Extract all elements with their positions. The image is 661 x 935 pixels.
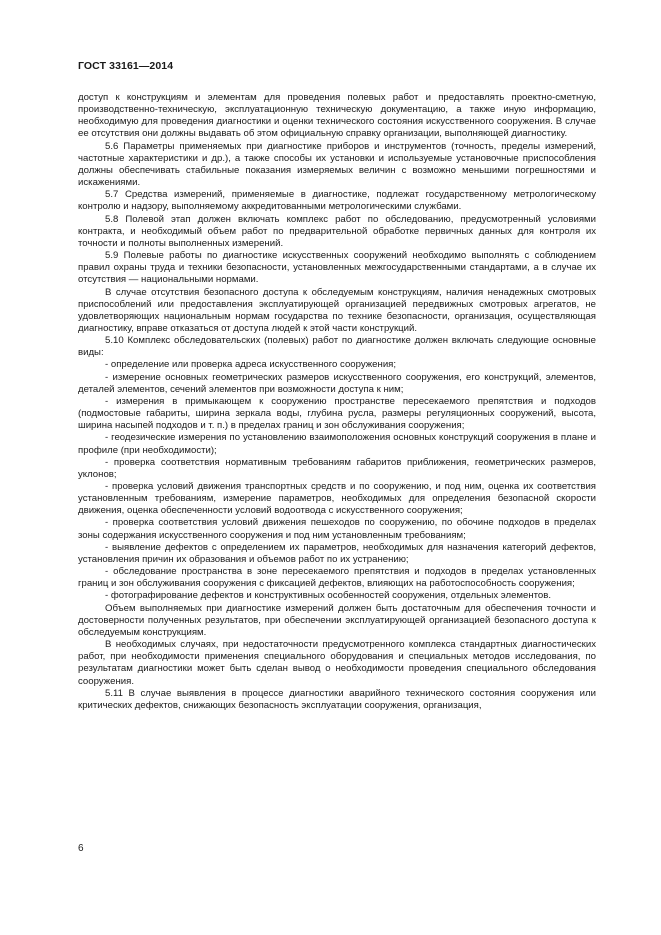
paragraph: - геодезические измерения по установлению взаимоположения основных конструкций сооружения в плане и профиле (при необходимости); — [78, 432, 596, 456]
document-body — [78, 92, 596, 712]
paragraph: - измерение основных геометрических размеров искусственного сооружения, его конструкций, элементов, деталей элементов, сечений элементов при возможности доступа к ним; — [78, 371, 596, 395]
paragraph: - проверка соответствия нормативным требованиям габаритов приближения, геометрических размеров, уклонов; — [78, 456, 596, 480]
paragraph: доступ к конструкциям и элементам для проведения полевых работ и предоставлять проектно-сметную, производственно-техническую, эксплуатационную техническую документацию, а также иную информацию, необходимую для проведения диагностики и оценки технического состояния искусственного сооружения. В случае ее отсутствия они должны выдавать об этом официальную справку организации, выполняющей диагностику. — [78, 92, 596, 140]
paragraph: - измерения в примыкающем к сооружению пространстве пересекаемого препятствия и подходов (подмостовые габариты, ширина зеркала воды, глубина русла, размеры регуляционных сооружений, высота, ширина насыпей подходов и т. п.) в пределах границ и зон обслуживания сооружения; — [78, 395, 596, 432]
paragraph: - фотографирование дефектов и конструктивных особенностей сооружения, отдельных элементов. — [105, 590, 552, 602]
paragraph: В необходимых случаях, при недостаточности предусмотренного комплекса стандартных диагностических работ, при необходимости применения специального оборудования и специальных методов исследования, по результатам диагностики может быть сделан вывод о необходимости проведения специального обследования сооружения. — [78, 639, 596, 687]
paragraph: В случае отсутствия безопасного доступа к обследуемым конструкциям, наличия ненадежных смотровых приспособлений или предоставления эксплуатирующей организацией передвижных смотровых агрегатов, не удовлетворяющих национальным нормам государства по технике безопасности, организация, осуществляющая диагностику, вправе отказаться от доступа людей к этой части конструкций. — [78, 286, 596, 334]
paragraph: 5.11 В случае выявления в процессе диагностики аварийного технического состояния сооружения или критических дефектов, снижающих безопасность эксплуатации сооружения, организация, — [78, 687, 596, 711]
paragraph: - проверка условий движения транспортных средств и по сооружению, и под ним, оценка их соответствия установленным требованиям, измерение параметров, необходимых для определения безопасной скорости движения, оценка обеспеченности условий водоотвода с искусственного сооружения; — [78, 481, 596, 517]
standard-header: ГОСТ 33161—2014 — [78, 60, 174, 72]
page-number: 6 — [78, 843, 84, 854]
paragraph: 5.7 Средства измерений, применяемые в диагностике, подлежат государственному метрологическому контролю и надзору, выполняемому аккредитованными метрологическими службами. — [78, 189, 596, 213]
paragraph: 5.9 Полевые работы по диагностике искусственных сооружений необходимо выполнять с соблюдением правил охраны труда и техники безопасности, установленных межгосударственными стандартами, а в случае их отсутствия — национальными нормами. — [78, 250, 596, 286]
paragraph: 5.6 Параметры применяемых при диагностике приборов и инструментов (точность, пределы измерений, частотные характеристики и др.), а также способы их установки и используемые установочные приспособления должны обеспечивать стабильные показания измеряемых величин с возможно меньшими погрешностями и искажениями. — [78, 140, 596, 189]
paragraph: Объем выполняемых при диагностике измерений должен быть достаточным для обеспечения точности и достоверности полученных результатов, при обеспечении эксплуатирующей организацией безопасного доступа к обследуемым конструкциям. — [78, 602, 596, 638]
paragraph: - проверка соответствия условий движения пешеходов по сооружению, по обочине подходов в пределах зоны содержания искусственного сооружения и под ним установленным требованиям; — [78, 517, 596, 541]
paragraph: - выявление дефектов с определением их параметров, необходимых для назначения категорий дефектов, установления причин их образования и объемов работ по их устранению; — [78, 541, 596, 565]
paragraph: 5.8 Полевой этап должен включать комплекс работ по обследованию, предусмотренный условиями контракта, и необходимый объем работ по предварительной обработке первичных данных для контроля их точности и полноты выполненных измерений. — [78, 213, 596, 249]
paragraph: 5.10 Комплекс обследовательских (полевых) работ по диагностике должен включать следующие основные виды: — [78, 335, 596, 359]
paragraph: - определение или проверка адреса искусственного сооружения; — [105, 359, 397, 371]
paragraph: - обследование пространства в зоне пересекаемого препятствия и подходов в пределах установленных границ и зон обслуживания сооружения с фиксацией дефектов, влияющих на работоспособность сооружения; — [78, 566, 596, 590]
